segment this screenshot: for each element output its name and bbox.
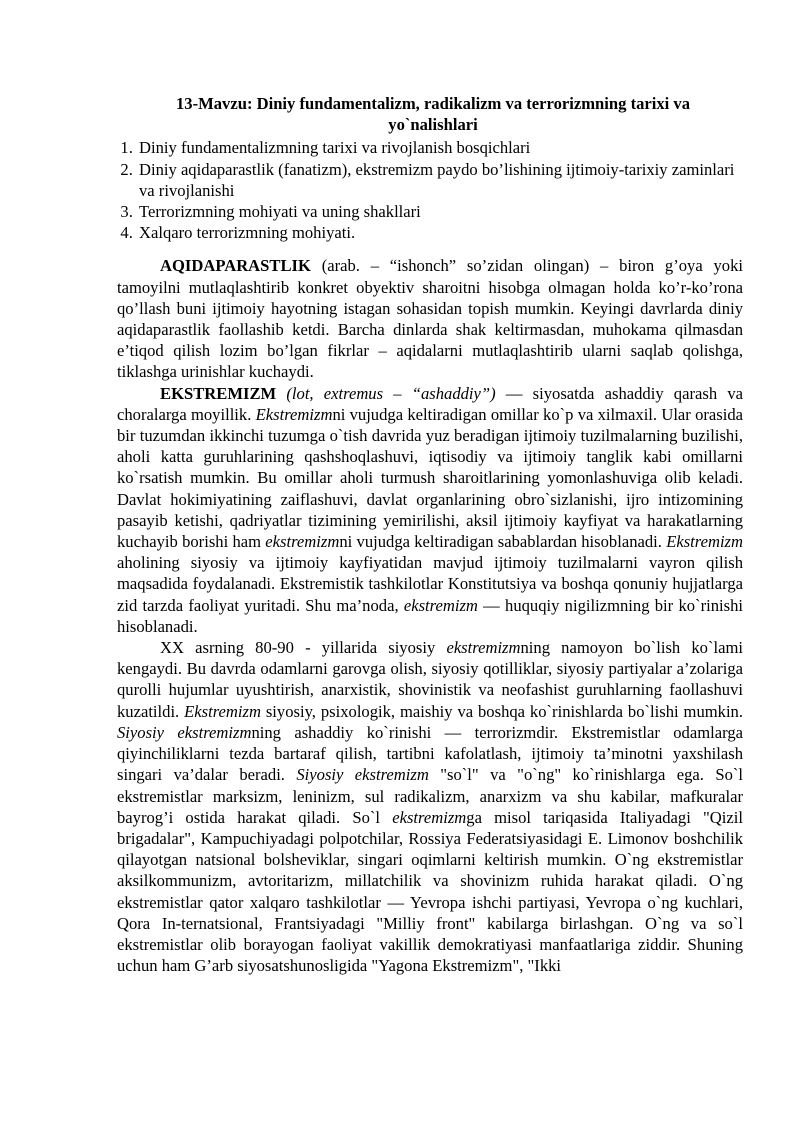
emphasis-text: ekstremizm [446,638,521,658]
paragraph-text: ni vujudga keltiradigan omillar ko`p va xilmaxil. Ular orasida bir tuzumdan ikkinchi tuzumga o`tish davrida yuz beradigan ijtimoiy tuzilmalarning buzilishi, aholi katta guruhlarining qashshoqlashuvi, iqtisodiy va ijtimoiy tanglik kabi omillarni ko`rsatish mumkin. Bu omillar aholi turmush sharoitlarining yomonlashuviga olib keladi. Davlat hokimiyatining zaiflashuvi, davlat organlarining obro`sizlanishi, ijro intizomining pasayib ketishi, qadriyatlar tizimining yemirilishi, aksil ijtimoiy kayfiyat va harakatlarning kuchayib borishi ham [117,404,743,552]
emphasis-text: Ekstremizm [666,532,743,552]
paragraph-text: (arab. – “ishonch” so’zidan olingan) – biron g’oya yoki tamoyilni mutlaqlashtirib konkret obyektiv sharoitni hisobga olmagan holda ko’r-ko’rona qo’llash buni ijtimoiy hayotning istagan sohasidan topish mumkin. Keyingi davrlarda diniy aqidaparastlik faollashib ketdi. Barcha dinlarda shak keltirmasdan, muhokama qilmasdan e’tiqod qilish lozim bo’lgan fikrlar – aqidalarni mutlaqlashtirib ularni saqlab qolishga, tiklashga urinishlar kuchaydi. [117,256,743,382]
paragraph-text: siyosiy, psixologik, maishiy va boshqa ko`rinishlarda bo`lishi mumkin. [260,701,744,721]
etymology-text: (lot, extremus – “ashaddiy”) [276,383,496,403]
paragraph-text: ga misol tariqasida Italiyadagi "Qizil brigadalar", Kampuchiyadagi polpotchilar, Rossiya Federatsiyasidagi E. Limonov boshchilik qilayotgan natsional bolsheviklar, singari oqimlarni keltirish mumkin. O`ng ekstremistlar aksilkommunizm, avtoritarizm, millatchilik va shovinizm ruhida harakat qiladi. O`ng ekstremistlar qator xalqaro tashkilotlar — Yevropa ishchi partiyasi, Yevropa o`ng kuchlari, Qora In-ternatsional, Frantsiyadagi "Milliy front" kabilarga birlashgan. O`ng va so`l ekstremistlar olib borayogan faoliyat vakillik demokratiyasi manfaatlariga ziddir. Shuning uchun ham G’arb siyosatshunosligida "Yagona Ekstremizm", "Ikki [117,807,743,976]
paragraph-xx-century [117,637,743,976]
term-ekstremizm: EKSTREMIZM [160,383,277,403]
emphasis-text: Ekstremizm [184,701,261,721]
emphasis-text: Siyosiy ekstremizm [117,722,252,742]
topic-item: 4. Xalqaro terrorizmning mohiyati. [137,222,743,243]
document-title: 13-Mavzu: Diniy fundamentalizm, radikalizm va terrorizmning tarixi va yo`nalishlari [175,94,691,135]
paragraph-text: XX asrning 80-90 - yillarida siyosiy [160,638,447,658]
paragraph-text: aholining siyosiy va ijtimoiy kayfiyatidan mavjud ijtimoiy tuzilmalarni vayron qilish maqsadida foydalanadi. Ekstremistik tashkilotlar Konstitutsiya va boshqa qonuniy hujjatlarga zid tarzda faoliyat yuritadi. Shu ma’noda, [117,553,743,615]
paragraph-text: "so`l" va "o`ng" ko`rinishlarga ega. So`l ekstremistlar marksizm, leninizm, sul radikalizm, anarxizm va shu kabilar, mafkuralar bayrog’i ostida harakat qiladi. So`l [117,765,744,827]
paragraph-text: ning namoyon bo`lish ko`lami kengaydi. Bu davrda odamlarni garovga olish, siyosiy qotilliklar, siyosiy partiyalar a’zolariga qurolli hujumlar uyushtirish, anarxistik, shovinistik va neofashist guruhlarning faollashuvi kuzatildi. [117,638,743,721]
emphasis-text: Siyosiy ekstremizm [296,765,429,785]
topic-item: 2. Diniy aqidaparastlik (fanatizm), ekstremizm paydo bo’lishining ijtimoiy-tarixiy zaminlari va rivojlanishi [137,159,743,201]
paragraph-aqidaparastlik [117,255,743,382]
paragraph-ekstremizm [117,383,743,637]
topic-list [117,137,743,243]
paragraph-text: ni vujudga keltiradigan sabablardan hisoblanadi. [339,532,667,552]
emphasis-text: ekstremizm [403,595,478,615]
topic-item: 3. Terrorizmning mohiyati va uning shakllari [137,201,743,222]
paragraph-text: ning ashaddiy ko`rinishi — terrorizmdir. Ekstremistlar odamlarga qiyinchiliklarni tezda bartaraf qilish, tartibni kafolatlash, ijtimoiy ta’minotni yaxshilash singari va’dalar beradi. [117,722,743,785]
topic-item: 1. Diniy fundamentalizmning tarixi va rivojlanish bosqichlari [137,137,743,158]
term-aqidaparastlik: AQIDAPARASTLIK [160,256,311,276]
emphasis-text: ekstremizm [265,532,340,552]
document-page [117,93,743,976]
paragraph-text: — siyosatda ashaddiy qarash va choralarga moyillik. [117,383,743,424]
paragraph-text: — huquqiy nigilizmning bir ko`rinishi hisoblanadi. [117,595,743,636]
emphasis-text: ekstremizm [392,807,467,827]
emphasis-text: Ekstremizm [255,404,333,424]
